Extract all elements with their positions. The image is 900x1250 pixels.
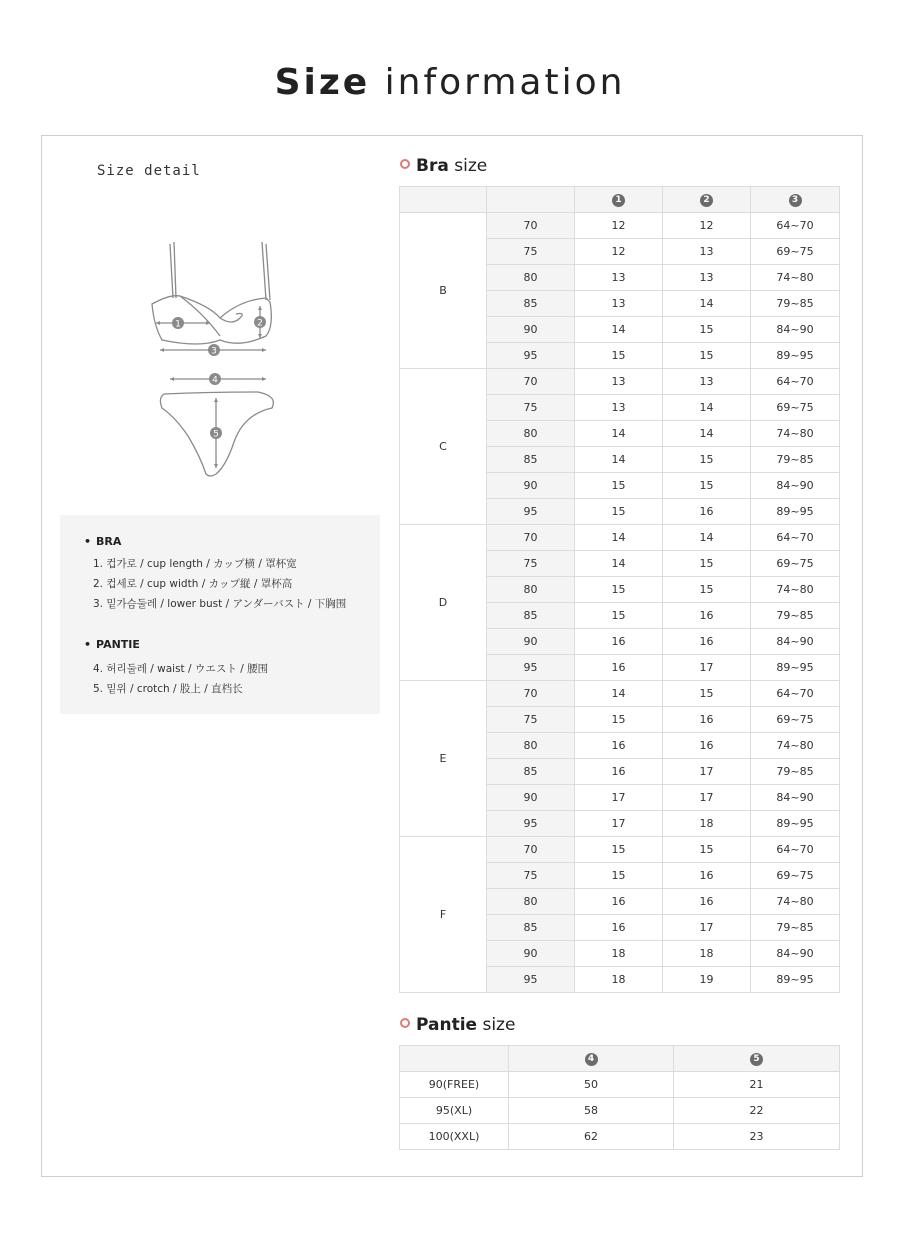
measurement-cell: 84~90 xyxy=(751,941,840,967)
measurement-cell: 15 xyxy=(663,551,751,577)
band-size-cell: 85 xyxy=(487,759,575,785)
measurement-cell: 17 xyxy=(663,785,751,811)
pantie-header-size xyxy=(400,1046,509,1072)
svg-text:1: 1 xyxy=(175,319,181,330)
table-row xyxy=(400,1098,840,1124)
table-row xyxy=(400,369,840,395)
band-size-cell: 95 xyxy=(487,655,575,681)
measurement-cell: 15 xyxy=(575,603,663,629)
measurement-cell: 69~75 xyxy=(751,239,840,265)
band-size-cell: 90 xyxy=(487,629,575,655)
band-size-cell: 75 xyxy=(487,707,575,733)
band-size-cell: 95 xyxy=(487,499,575,525)
measurement-cell: 79~85 xyxy=(751,291,840,317)
band-size-cell: 90 xyxy=(487,941,575,967)
pantie-table-header xyxy=(400,1046,840,1072)
measurement-cell: 74~80 xyxy=(751,421,840,447)
legend-bra-title: • BRA xyxy=(84,535,121,548)
measurement-cell: 14 xyxy=(663,421,751,447)
measurement-cell: 16 xyxy=(663,603,751,629)
band-size-cell: 85 xyxy=(487,447,575,473)
measurement-cell: 16 xyxy=(575,759,663,785)
diagram-marker-3 xyxy=(208,344,220,357)
measurement-cell: 16 xyxy=(575,655,663,681)
cup-label: C xyxy=(400,369,487,525)
measurement-cell: 15 xyxy=(663,317,751,343)
pantie-size-cell: 95(XL) xyxy=(400,1098,509,1124)
measurement-cell: 16 xyxy=(663,629,751,655)
band-size-cell: 70 xyxy=(487,369,575,395)
measurement-cell: 74~80 xyxy=(751,889,840,915)
band-size-cell: 75 xyxy=(487,551,575,577)
pantie-size-cell: 90(FREE) xyxy=(400,1072,509,1098)
cup-label: F xyxy=(400,837,487,993)
page-title-bold: Size xyxy=(274,62,371,103)
table-row xyxy=(400,213,840,239)
measurement-cell: 89~95 xyxy=(751,343,840,369)
measurement-cell: 14 xyxy=(663,395,751,421)
measurement-cell: 16 xyxy=(663,863,751,889)
bra-header-3 xyxy=(751,187,840,213)
measurement-cell: 23 xyxy=(674,1124,840,1150)
legend-bra-item-3: 3. 밑가슴둘레 / lower bust / アンダーバスト / 下胸围 xyxy=(93,598,347,610)
measurement-cell: 17 xyxy=(663,655,751,681)
measurement-cell: 79~85 xyxy=(751,447,840,473)
band-size-cell: 80 xyxy=(487,421,575,447)
measurement-cell: 14 xyxy=(575,551,663,577)
bra-header-size xyxy=(487,187,575,213)
measurement-cell: 18 xyxy=(575,941,663,967)
band-size-cell: 90 xyxy=(487,473,575,499)
measurement-cell: 17 xyxy=(663,759,751,785)
band-size-cell: 90 xyxy=(487,317,575,343)
measurement-cell: 13 xyxy=(575,265,663,291)
measurement-cell: 15 xyxy=(575,473,663,499)
legend-pantie-item-5: 5. 밑위 / crotch / 股上 / 直档长 xyxy=(93,683,243,695)
measurement-cell: 89~95 xyxy=(751,811,840,837)
measurement-legend xyxy=(60,515,380,714)
table-row xyxy=(400,1124,840,1150)
measurement-cell: 89~95 xyxy=(751,499,840,525)
band-size-cell: 75 xyxy=(487,863,575,889)
measurement-cell: 12 xyxy=(575,213,663,239)
measurement-cell: 64~70 xyxy=(751,837,840,863)
measurement-cell: 69~75 xyxy=(751,707,840,733)
marker-2-icon: 2 xyxy=(700,194,713,207)
svg-text:2: 2 xyxy=(257,318,263,329)
band-size-cell: 95 xyxy=(487,811,575,837)
band-size-cell: 80 xyxy=(487,733,575,759)
bikini-diagram xyxy=(140,236,290,486)
diagram-marker-4 xyxy=(209,373,221,386)
measurement-cell: 15 xyxy=(575,577,663,603)
measurement-cell: 16 xyxy=(575,733,663,759)
marker-1-icon: 1 xyxy=(612,194,625,207)
measurement-cell: 79~85 xyxy=(751,915,840,941)
table-row xyxy=(400,525,840,551)
marker-3-icon: 3 xyxy=(789,194,802,207)
band-size-cell: 85 xyxy=(487,603,575,629)
legend-pantie-title: • PANTIE xyxy=(84,638,140,651)
measurement-cell: 18 xyxy=(663,941,751,967)
bra-header-cup xyxy=(400,187,487,213)
measurement-cell: 89~95 xyxy=(751,655,840,681)
measurement-cell: 84~90 xyxy=(751,317,840,343)
measurement-cell: 18 xyxy=(575,967,663,993)
band-size-cell: 80 xyxy=(487,265,575,291)
band-size-cell: 90 xyxy=(487,785,575,811)
band-size-cell: 80 xyxy=(487,889,575,915)
measurement-cell: 74~80 xyxy=(751,577,840,603)
measurement-cell: 17 xyxy=(575,811,663,837)
measurement-cell: 13 xyxy=(575,395,663,421)
band-size-cell: 80 xyxy=(487,577,575,603)
measurement-cell: 19 xyxy=(663,967,751,993)
measurement-cell: 74~80 xyxy=(751,265,840,291)
measurement-cell: 84~90 xyxy=(751,629,840,655)
measurement-cell: 69~75 xyxy=(751,395,840,421)
measurement-cell: 22 xyxy=(674,1098,840,1124)
pantie-size-cell: 100(XXL) xyxy=(400,1124,509,1150)
band-size-cell: 95 xyxy=(487,343,575,369)
measurement-cell: 15 xyxy=(575,837,663,863)
page-title-light: information xyxy=(384,62,626,103)
measurement-cell: 17 xyxy=(575,785,663,811)
svg-text:5: 5 xyxy=(213,429,219,440)
measurement-cell: 74~80 xyxy=(751,733,840,759)
measurement-cell: 14 xyxy=(575,525,663,551)
bra-size-title: Bra size xyxy=(400,156,487,176)
band-size-cell: 95 xyxy=(487,967,575,993)
measurement-cell: 15 xyxy=(575,499,663,525)
measurement-cell: 84~90 xyxy=(751,785,840,811)
measurement-cell: 79~85 xyxy=(751,759,840,785)
diagram-marker-5 xyxy=(210,427,222,440)
measurement-cell: 15 xyxy=(575,863,663,889)
pantie-size-title: Pantie size xyxy=(400,1015,515,1035)
measurement-cell: 18 xyxy=(663,811,751,837)
measurement-cell: 16 xyxy=(663,499,751,525)
bra-header-2 xyxy=(663,187,751,213)
svg-text:3: 3 xyxy=(211,346,217,357)
bullet-dot-icon xyxy=(400,1018,410,1028)
measurement-cell: 14 xyxy=(663,291,751,317)
band-size-cell: 70 xyxy=(487,213,575,239)
measurement-cell: 16 xyxy=(663,733,751,759)
bra-table-header xyxy=(400,187,840,213)
measurement-cell: 13 xyxy=(663,265,751,291)
table-row xyxy=(400,681,840,707)
measurement-cell: 14 xyxy=(663,525,751,551)
cup-label: B xyxy=(400,213,487,369)
band-size-cell: 70 xyxy=(487,837,575,863)
pantie-header-4 xyxy=(509,1046,674,1072)
legend-bra-item-1: 1. 컵가로 / cup length / カップ横 / 罩杯宽 xyxy=(93,558,297,570)
band-size-cell: 85 xyxy=(487,291,575,317)
band-size-cell: 70 xyxy=(487,525,575,551)
table-row xyxy=(400,1072,840,1098)
bra-size-table xyxy=(399,186,840,993)
band-size-cell: 75 xyxy=(487,239,575,265)
measurement-cell: 15 xyxy=(575,343,663,369)
measurement-cell: 64~70 xyxy=(751,369,840,395)
legend-pantie-item-4: 4. 허리둘레 / waist / ウエスト / 腰围 xyxy=(93,663,269,675)
measurement-cell: 84~90 xyxy=(751,473,840,499)
measurement-cell: 15 xyxy=(663,681,751,707)
measurement-cell: 15 xyxy=(663,447,751,473)
measurement-cell: 50 xyxy=(509,1072,674,1098)
band-size-cell: 75 xyxy=(487,395,575,421)
measurement-cell: 58 xyxy=(509,1098,674,1124)
table-row xyxy=(400,837,840,863)
band-size-cell: 70 xyxy=(487,681,575,707)
measurement-cell: 89~95 xyxy=(751,967,840,993)
measurement-cell: 15 xyxy=(663,837,751,863)
measurement-cell: 17 xyxy=(663,915,751,941)
measurement-cell: 16 xyxy=(575,889,663,915)
measurement-cell: 16 xyxy=(575,629,663,655)
measurement-cell: 12 xyxy=(575,239,663,265)
measurement-cell: 14 xyxy=(575,681,663,707)
measurement-cell: 13 xyxy=(663,239,751,265)
measurement-cell: 12 xyxy=(663,213,751,239)
measurement-cell: 64~70 xyxy=(751,213,840,239)
measurement-cell: 79~85 xyxy=(751,603,840,629)
measurement-cell: 64~70 xyxy=(751,681,840,707)
measurement-cell: 14 xyxy=(575,421,663,447)
measurement-cell: 16 xyxy=(575,915,663,941)
measurement-cell: 15 xyxy=(575,707,663,733)
pantie-size-table xyxy=(399,1045,840,1150)
measurement-cell: 14 xyxy=(575,447,663,473)
measurement-cell: 62 xyxy=(509,1124,674,1150)
svg-text:4: 4 xyxy=(212,375,218,386)
measurement-cell: 13 xyxy=(575,291,663,317)
cup-label: D xyxy=(400,525,487,681)
page-title xyxy=(0,62,900,103)
measurement-cell: 15 xyxy=(663,473,751,499)
marker-4-icon: 4 xyxy=(585,1053,598,1066)
pantie-header-5 xyxy=(674,1046,840,1072)
measurement-cell: 13 xyxy=(575,369,663,395)
bullet-dot-icon xyxy=(400,159,410,169)
band-size-cell: 85 xyxy=(487,915,575,941)
measurement-cell: 16 xyxy=(663,707,751,733)
measurement-cell: 69~75 xyxy=(751,551,840,577)
measurement-cell: 13 xyxy=(663,369,751,395)
diagram-marker-2 xyxy=(254,316,266,329)
measurement-cell: 21 xyxy=(674,1072,840,1098)
measurement-cell: 15 xyxy=(663,577,751,603)
legend-bra-item-2: 2. 컵세로 / cup width / カップ縦 / 罩杯高 xyxy=(93,578,293,590)
measurement-cell: 69~75 xyxy=(751,863,840,889)
cup-label: E xyxy=(400,681,487,837)
measurement-cell: 64~70 xyxy=(751,525,840,551)
measurement-cell: 16 xyxy=(663,889,751,915)
bra-header-1 xyxy=(575,187,663,213)
marker-5-icon: 5 xyxy=(750,1053,763,1066)
measurement-cell: 14 xyxy=(575,317,663,343)
measurement-cell: 15 xyxy=(663,343,751,369)
size-detail-title: Size detail xyxy=(97,163,201,179)
diagram-marker-1 xyxy=(172,317,184,330)
